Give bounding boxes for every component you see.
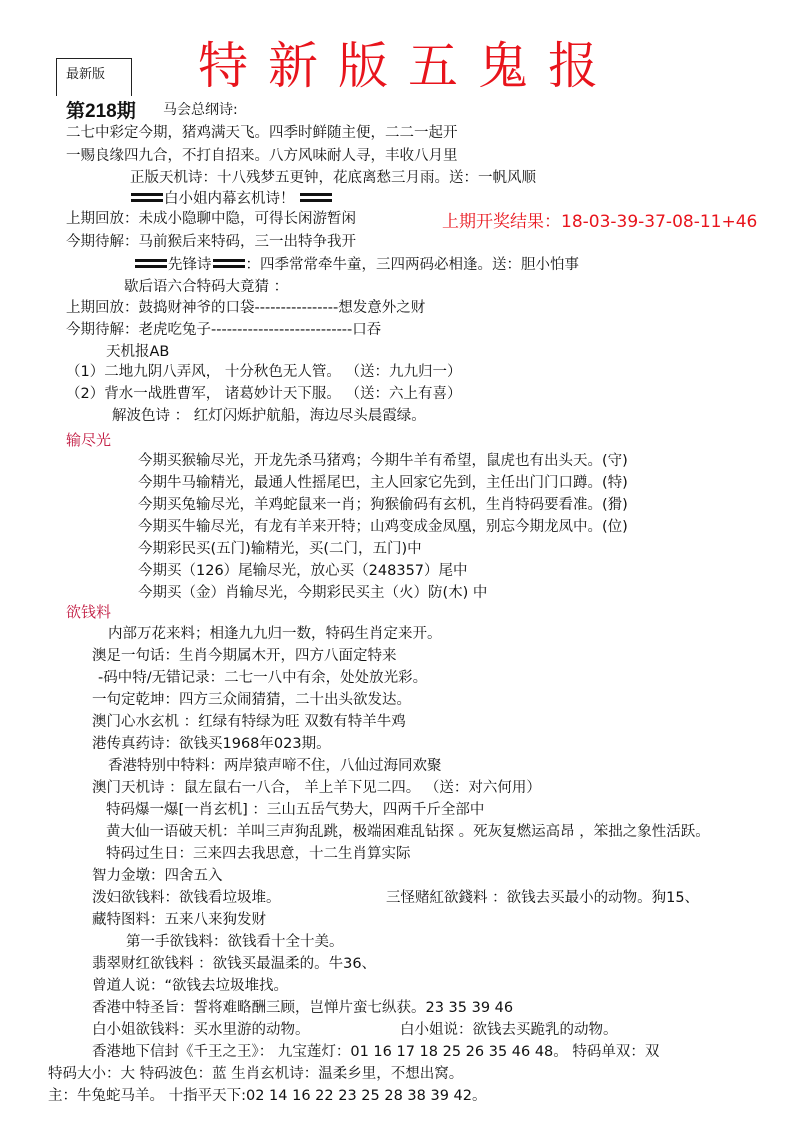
text-line: 二七中彩定今期，猪鸡满天飞。四季时鲜随主便，二二一起开 xyxy=(66,125,458,141)
text-line: 今期牛马输精光，最通人性摇尾巴，主人回家它先到，主任出门门口蹲。(特) xyxy=(138,475,628,491)
text-line: 今期买（金）肖输尽光，今期彩民买主（火）防(木) 中 xyxy=(138,585,488,601)
text-line: （2）背水一战胜曹军， 诸葛妙计天下服。 （送：六上有喜） xyxy=(66,386,462,402)
xianfeng-text: ：四季常常牵牛童，三四两码必相逢。送：胆小怕事 xyxy=(245,257,579,273)
section-lose-all: 输尽光 xyxy=(66,431,112,449)
text-line: 泼妇欲钱料：欲钱看垃圾堆。 xyxy=(92,890,281,906)
text-line: 天机报AB xyxy=(106,344,170,360)
text-line: 特码大小：大 特码波色：蓝 生肖玄机诗：温柔乡里，不想出窝。 xyxy=(48,1066,464,1082)
text-line: 澳足一句话：生肖今期属木开，四方八面定特来 xyxy=(92,648,397,664)
double-bar-icon xyxy=(213,257,245,269)
last-draw-result: 上期开奖结果：18-03-39-37-08-11+46 xyxy=(442,212,758,232)
text-line: 正版天机诗：十八残梦五更钟，花底离愁三月雨。送：一帆风顺 xyxy=(130,170,536,186)
xianfeng-label: 先锋诗 xyxy=(168,257,212,273)
text-line: 第一手欲钱料：欲钱看十全十美。 xyxy=(126,934,344,950)
text-line: 一句定乾坤：四方三众闹猜猜，二十出头欲发达。 xyxy=(92,692,411,708)
text-line: 上期回放：未成小隐聊中隐，可得长闲游暂闲 xyxy=(66,211,356,227)
text-line: 主：牛兔蛇马羊。 十指平天下:02 14 16 22 23 25 28 38 39 42。 xyxy=(48,1088,487,1104)
text-line: 香港中特圣旨：誓将难略酬三顾，岂惮片蛮七纵获。23 35 39 46 xyxy=(92,1000,514,1016)
text-line: 今期买牛输尽光，有龙有羊来开特；山鸡变成金凤凰，别忘今期龙凤中。(位) xyxy=(138,519,628,535)
page-title: 特新版五鬼报 xyxy=(198,37,618,95)
text-line: 港传真药诗：欲钱买1968年023期。 xyxy=(92,736,331,752)
double-bar-icon xyxy=(131,191,163,203)
text-line: 白小姐欲钱料：买水里游的动物。 xyxy=(92,1022,310,1038)
text-line: 一赐良缘四九合，不打自招来。八方风味耐人寻，丰收八月里 xyxy=(66,148,458,164)
text-line: 澳门天机诗 ：鼠左鼠右一八合， 羊上羊下见二四。 （送：对六何用） xyxy=(92,780,541,796)
text-line: 三怪赌紅欲錢料 ：欲钱去买最小的动物。狗15、 xyxy=(386,890,700,906)
text-line: 曾道人说：“欲钱去垃圾堆找。 xyxy=(92,978,289,994)
text-line: 今期买（126）尾输尽光，放心买（248357）尾中 xyxy=(138,563,468,579)
text-line: 今期彩民买(五门)输精光，买(二门，五门)中 xyxy=(138,541,422,557)
text-line: 香港特别中特料：两岸猿声啼不住，八仙过海同欢聚 xyxy=(108,758,442,774)
text-line: 特码过生日：三来四去我思意，十二生肖算实际 xyxy=(106,846,411,862)
text-line: 藏特图料：五来八来狗发财 xyxy=(92,912,266,928)
text-line: 上期回放：鼓捣财神爷的口袋----------------想发意外之财 xyxy=(66,300,426,316)
text-line: 白小姐说：欲钱去买跪乳的动物。 xyxy=(400,1022,618,1038)
text-line: 澳门心水玄机 ：红绿有特绿为旺 双数有特羊牛鸡 xyxy=(92,714,406,730)
text-line: 翡翠财红欲钱料 ：欲钱买最温柔的。牛36、 xyxy=(92,956,377,972)
text-line: 特码爆一爆[一肖玄机] ：三山五岳气势大，四两千斤全部中 xyxy=(106,802,485,818)
text-line: 今期待解：马前猴后来特码，三一出特争我开 xyxy=(66,234,356,250)
text-line: 歇后语六合特码大竟猜 ： xyxy=(124,279,289,295)
edition-tag: 最新版 xyxy=(66,67,106,82)
text-line: 解波色诗 ： 红灯闪烁护航船，海边尽头晨霞绿。 xyxy=(112,408,426,424)
bai-poem-heading xyxy=(130,190,333,208)
text-line: 今期待解：老虎吃兔子---------------------------口吞 xyxy=(66,322,382,338)
text-line: 今期买猴输尽光，开龙先杀马猪鸡；今期牛羊有希望，鼠虎也有出头天。(守) xyxy=(138,453,628,469)
text-line: 今期买兔输尽光，羊鸡蛇鼠来一肖；狗猴偷码有玄机，生肖特码要看准。(猾) xyxy=(138,497,628,513)
issue-subtitle: 马会总纲诗: xyxy=(163,102,238,118)
xianfeng-poem xyxy=(134,256,579,274)
text-line: （1）二地九阴八弄风， 十分秋色无人管。 （送：九九归一） xyxy=(66,364,462,380)
text-line: 黄大仙一语破天机：羊叫三声狗乱跳，极端困难乱钻探 。死灰复燃运高昂 ，笨拙之象性活跃。 xyxy=(106,824,710,840)
bai-poem-text: 白小姐内幕玄机诗！ xyxy=(164,191,295,207)
section-desire-money: 欲钱料 xyxy=(66,603,112,621)
text-line: -码中特/无错记录：二七一八中有余，处处放光彩。 xyxy=(98,670,428,686)
double-bar-icon xyxy=(135,257,167,269)
issue-number: 第218期 xyxy=(66,101,136,122)
text-line: 智力金墩：四舍五入 xyxy=(92,868,223,884)
text-line: 内部万花来料；相逢九九归一数，特码生肖定来开。 xyxy=(108,626,442,642)
double-bar-icon xyxy=(300,191,332,203)
text-line: 香港地下信封《千王之王》： 九宝莲灯：01 16 17 18 25 26 35 46 48。 特码单双：双 xyxy=(92,1044,660,1060)
